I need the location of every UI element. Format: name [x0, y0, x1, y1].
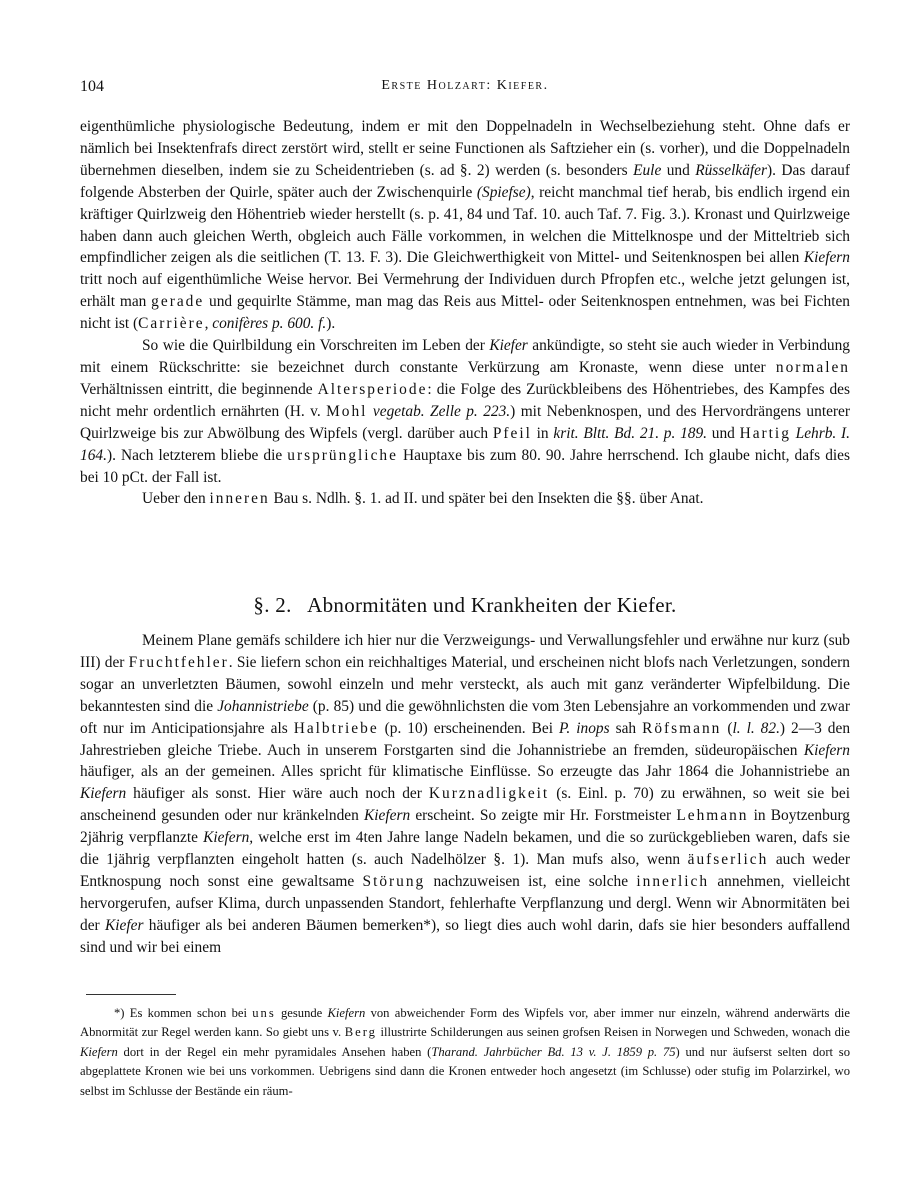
section-text-block — [80, 630, 850, 959]
running-title: Erste Holzart: Kiefer. — [381, 78, 549, 93]
text-run: eigenthümliche physiologische Bedeutung, indem er mit den Doppelnadeln in Wechselbeziehung steht. Ohne dafs er nämlich bei Insektenfrafs direct zerstört wird, stellt er seine Functionen als Saftzieher ein (s. vorher), und die Doppelnadeln übernehmen dieselben, indem sie zu Scheidentrieben (s. ad §. 2) werden (s. besonders — [80, 118, 850, 179]
italic-term: Kiefern, — [203, 829, 254, 847]
italic-term: P. inops — [558, 719, 610, 737]
text-run: *) Es kommen schon bei — [114, 1006, 253, 1020]
text-run: häufiger, als an der gemeinen. Alles spricht für klimatische Einflüsse. So erzeugte das Jahr 1864 die Johannistriebe an — [80, 763, 850, 781]
section-heading: §. 2. Abnormitäten und Krankheiten der Kiefer. — [253, 593, 677, 617]
paragraph-4 — [80, 630, 850, 959]
italic-term: Kiefern — [803, 741, 850, 759]
text-run: nachzuweisen ist, eine solche — [425, 872, 637, 890]
italic-term: Kiefern — [80, 785, 127, 803]
spaced-term: Fruchtfehler — [128, 653, 229, 671]
text-run: häufiger als bei anderen Bäumen bemerken*), so liegt dies auch wohl darin, dafs sie hier besonders auffallend sind und wir bei einem — [80, 916, 851, 956]
spaced-name: Pfeil — [492, 424, 532, 442]
footnote — [80, 1004, 850, 1101]
text-run: ). Nach letzterem bliebe die — [106, 446, 288, 464]
spaced-term: ursprüngliche — [287, 446, 398, 464]
footnote-divider — [86, 994, 176, 995]
text-run: gesunde — [275, 1006, 328, 1020]
text-run: ( — [721, 719, 733, 737]
text-run: Verhältnissen eintritt, die beginnende — [80, 380, 318, 398]
spaced-name: Berg — [344, 1025, 377, 1040]
italic-citation: krit. Bltt. Bd. 21. p. 189. — [553, 424, 708, 442]
text-run: dort in der Regel ein mehr pyramidales Ansehen haben ( — [117, 1044, 432, 1059]
italic-term: Johannistriebe — [217, 697, 309, 715]
italic-citation: conifères p. 600. f. — [212, 315, 327, 333]
paragraph-1 — [80, 116, 850, 335]
text-run: Ueber den — [142, 490, 210, 508]
spaced-term: Altersperiode — [317, 380, 428, 398]
spaced-term: uns — [252, 1006, 276, 1020]
text-run: ). Das darauf folgende Absterben der Quirle, später auch der Zwischenquirle — [80, 161, 851, 201]
italic-term: Kiefern — [803, 249, 850, 267]
italic-term: Kiefer — [489, 337, 528, 355]
spaced-name: Röfsmann — [642, 719, 722, 737]
text-run: , — [204, 315, 213, 333]
text-run: tritt noch auf eigenthümliche Weise hervor. Bei Vermehrung der Individuen durch Pfropfen etc., welche jetzt gelungen ist, erhält man — [80, 271, 850, 311]
text-run: ) und nur äufserst selten dort so abgeplattete Kronen wie bei uns vorkommen. Uebrigens sind dann die Kronen entweder hoch angesetzt (im Schlusse) oder stufig im Polarzirkel, wo selbst im Schlusse der Bestände ein räum- — [80, 1044, 851, 1098]
italic-term: (Spiefse) — [476, 183, 531, 201]
spaced-name: Lehmann — [676, 807, 749, 825]
text-run: : die Folge des Zurückbleibens des Höhentriebes, des Kampfes des nicht mehr ordentlich ernährten (H. v. — [80, 380, 850, 420]
spaced-term: gerade — [151, 293, 205, 311]
text-run: erscheint. So zeigte mir Hr. Forstmeister — [410, 807, 677, 825]
text-run: ) mit Nebenknospen, und des Hervordrängens unterer Quirlzweige bis zur Abwölbung des Wipfels (vergl. darüber auch — [80, 402, 851, 442]
text-run: häufiger als sonst. Hier wäre auch noch der — [126, 785, 429, 803]
text-run: (s. Einl. p. 70) zu erwähnen, so weit sie bei anscheinend gesunden oder nur kränkelnden — [80, 785, 850, 825]
spaced-term: Kurznadligkeit — [428, 785, 550, 803]
text-run: . Sie liefern schon ein reichhaltiges Material, und erscheinen nicht blofs nach Verletzungen, sondern sogar an unverletzten Bäumen, sowohl einzeln und mehr versteckt, als auch mit ganz veränderter Wipfelbildung. Die bekanntesten sind die — [80, 653, 850, 715]
text-run: ankündigte, so steht sie auch wieder in Verbindung mit einem Rückschritte: sie bezeichnet durch constante Verkürzung am Kronaste, wenn diese unter — [80, 337, 850, 376]
continued-text-block — [80, 116, 850, 510]
text-run: So wie die Quirlbildung ein Vorschreiten im Leben der — [142, 337, 490, 355]
page-number: 104 — [80, 78, 104, 95]
spaced-name: Carrière — [138, 315, 205, 333]
text-run: illustrirte Schilderungen aus seinen grofsen Reisen in Norwegen und Schweden, wonach die — [376, 1025, 850, 1040]
text-run: ). — [326, 315, 336, 333]
text-run: annehmen, vielleicht hervorgerufen, aufser Klima, durch unpassenden Standort, fehlerhafte Verpflanzung und dergl. Wenn wir Abnormitäten bei der — [80, 872, 850, 934]
text-run: in Boytzenburg 2jährig verpflanzte — [80, 807, 851, 847]
text-run: Hauptaxe bis zum 80. 90. Jahre herrschend. Ich glaube nicht, dafs dies bei 10 pCt. der Fall ist. — [80, 446, 850, 486]
text-run: (p. 10) erscheinenden. Bei — [378, 719, 559, 737]
text-run: von abweichender Form des Wipfels vor, aber immer nur einzeln, während anderwärts die Abnormität zur Regel werden kann. So giebt uns v. — [80, 1006, 850, 1040]
text-run: Bau s. Ndlh. §. 1. ad II. und später bei den Insekten die §§. über Anat. — [269, 490, 704, 508]
spaced-term: Halbtriebe — [293, 719, 379, 737]
italic-citation: Tharand. Jahrbücher Bd. 13 v. J. 1859 p. 75 — [431, 1044, 676, 1059]
text-run: sah — [609, 719, 643, 737]
italic-citation: Lehrb. I. 164. — [80, 424, 850, 464]
italic-term: Rüsselkäfer — [695, 161, 767, 179]
text-run: und — [707, 424, 740, 442]
spaced-name: Hartig — [739, 424, 791, 442]
text-run: und gequirlte Stämme, man mag das Reis aus Mittel- oder Seitenknospen entnehmen, was bei Fichten nicht ist ( — [80, 293, 851, 333]
text-run: Meinem Plane gemäfs schildere ich hier nur die Verzweigungs- und Verwallungsfehler und erwähne nur kurz (sub III) der — [80, 632, 850, 671]
italic-term: Kiefern — [80, 1044, 118, 1059]
spaced-term: äufserlich — [687, 851, 769, 869]
spaced-term: innerlich — [636, 872, 710, 890]
italic-term: Kiefern — [364, 807, 411, 825]
text-run: auch weder Entknospung noch sonst eine gewaltsame — [80, 851, 850, 890]
text-run: , reicht manchmal tief herab, bis endlich irgend ein kräftiger Quirlzweig den Höhentrieb wieder herstellt (s. p. 41, 84 und Taf. 10. auch Taf. 7. Fig. 3.). Kronast und Quirlzweige haben dann auch gleichen Werth, obgleich auch Fälle vorkommen, in welchen die Mittelknospe und der Mitteltrieb sich empfindlicher zeigen als die seitlichen (T. 13. F. 3). Die Gleichwerthigkeit von Mittel- und Seitenknospen bei allen — [80, 183, 850, 267]
paragraph-2 — [80, 335, 850, 488]
italic-term: Kiefern — [327, 1006, 366, 1020]
page-header — [80, 78, 850, 100]
text-run: in — [531, 424, 554, 442]
text-run: ) 2—3 den Jahrestrieben gleiche Triebe. Auch in unserem Forstgarten sind die Johannistriebe an fremden, südeuropäischen — [80, 719, 851, 759]
italic-term: Eule — [633, 161, 662, 179]
text-run: (p. 85) und die gewöhnlichsten die vom 3ten Lebensjahre an vorkommenden und zwar oft nur im Anticipationsjahre als — [80, 697, 850, 737]
italic-citation: vegetab. Zelle p. 223. — [372, 402, 511, 420]
italic-term: Kiefer — [104, 916, 144, 934]
spaced-term: Störung — [362, 872, 426, 890]
spaced-name: Mohl — [326, 402, 368, 420]
italic-citation: l. l. 82. — [732, 719, 780, 737]
text-run: und — [661, 161, 696, 179]
text-run: welche erst im 4ten Jahre lange Nadeln bekamen, und die so zurückgeblieben waren, dafs sie die 1jährig verpflanzten eingeholt hatten (s. auch Nadelhölzer §. 1). Man mufs also, wenn — [80, 829, 850, 869]
spaced-term: inneren — [209, 490, 270, 508]
spaced-term: normalen — [775, 358, 850, 376]
paragraph-3 — [80, 488, 850, 510]
